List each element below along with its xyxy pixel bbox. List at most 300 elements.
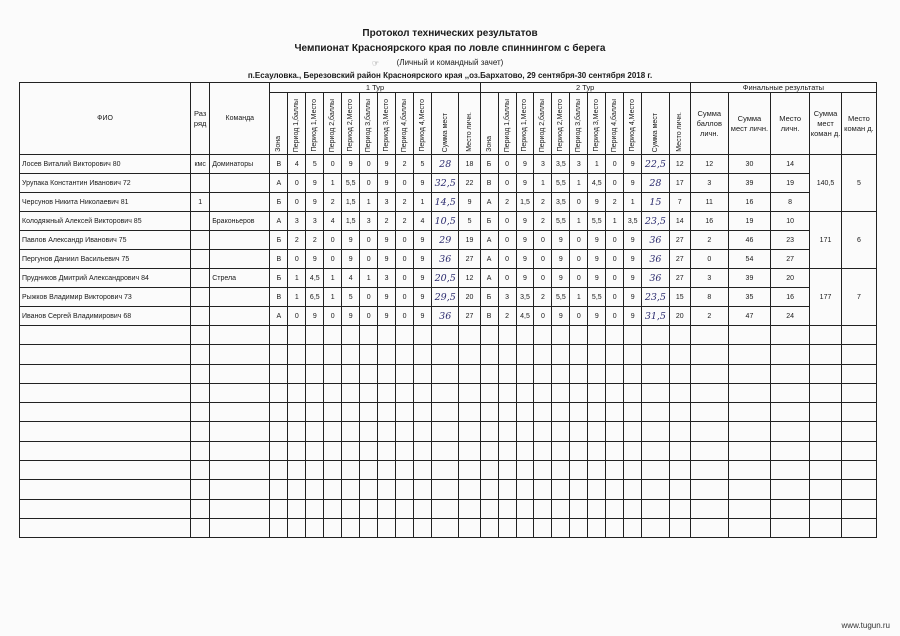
empty-cell [459,441,480,460]
empty-cell [810,383,842,402]
empty-cell [516,480,534,499]
empty-cell [480,441,498,460]
empty-cell [624,461,642,480]
round2-cell: 3,5 [516,288,534,307]
empty-row [20,364,877,383]
empty-cell [570,518,588,537]
empty-cell [841,461,876,480]
col-rank: Раз ряд [191,83,210,155]
final-col-header: Сумма мест коман д. [810,93,842,155]
empty-cell [342,441,360,460]
round2-cell: 27 [669,231,690,250]
round1-cell: 9 [414,250,432,269]
empty-cell [324,403,342,422]
empty-cell [552,480,570,499]
round1-cell: 0 [324,231,342,250]
empty-row [20,403,877,422]
round2-cell: 3 [570,155,588,174]
empty-cell [624,422,642,441]
round2-cell: 9 [588,193,606,212]
empty-cell [306,480,324,499]
round2-cell: 23,5 [642,288,669,307]
empty-cell [552,518,570,537]
round1-cell: 0 [360,174,378,193]
empty-cell [210,518,270,537]
final-col-header: Место коман д. [841,93,876,155]
round2-cell: 9 [624,155,642,174]
round1-cell: 9 [378,231,396,250]
empty-cell [588,518,606,537]
empty-cell [690,499,728,518]
round1-cell: 0 [360,155,378,174]
empty-cell [342,499,360,518]
empty-cell [771,441,810,460]
scoring-note: (Личный и командный зачет) [396,58,504,67]
round1-cell: 29 [431,231,458,250]
empty-cell [624,518,642,537]
empty-cell [270,383,288,402]
empty-cell [480,345,498,364]
round2-cell: 9 [552,307,570,326]
empty-cell [606,461,624,480]
empty-cell [606,499,624,518]
team-cell: Браконьеров [210,212,270,231]
empty-cell [378,383,396,402]
round1-col-header: Период 2,баллы [324,93,342,155]
empty-cell [669,461,690,480]
empty-cell [841,422,876,441]
round2-cell: 12 [669,155,690,174]
empty-cell [459,345,480,364]
round2-col-header: Период 4,баллы [606,93,624,155]
round1-col-header: Сумма мест [431,93,458,155]
round2-cell: 9 [516,231,534,250]
round2-cell: 15 [669,288,690,307]
round1-cell: 20,5 [431,269,458,288]
table-row [20,250,877,269]
round2-cell: А [480,193,498,212]
empty-cell [431,518,458,537]
empty-cell [642,480,669,499]
empty-cell [841,383,876,402]
empty-cell [642,441,669,460]
empty-cell [431,403,458,422]
round1-cell: 2 [396,155,414,174]
round2-cell: 9 [624,288,642,307]
empty-cell [570,345,588,364]
participant-name: Рыжков Владимир Викторович 73 [20,288,191,307]
empty-cell [669,499,690,518]
round1-cell: 0 [396,250,414,269]
round2-cell: 0 [534,307,552,326]
round2-cell: 9 [516,250,534,269]
round2-cell: 3 [498,288,516,307]
document-subtitle: Чемпионат Красноярского края по ловле спиннингом с берега [294,43,606,54]
round2-cell: 9 [624,269,642,288]
round2-cell: 2 [498,307,516,326]
empty-cell [624,326,642,345]
round2-cell: Б [480,288,498,307]
round2-cell: 9 [516,174,534,193]
round2-cell: 28 [642,174,669,193]
participant-name: Урупака Константин Иванович 72 [20,174,191,193]
round2-cell: 0 [534,269,552,288]
round2-cell: 14 [669,212,690,231]
round2-cell: 9 [624,307,642,326]
empty-cell [431,364,458,383]
empty-cell [360,518,378,537]
round1-cell: 1 [324,269,342,288]
final-cell: 2 [690,231,728,250]
team-sum-cell: 140,5 [810,155,842,212]
round2-cell: В [480,174,498,193]
results-table [19,82,877,538]
watermark: www.tugun.ru [841,621,890,630]
round2-cell: 2 [606,193,624,212]
round1-cell: 4,5 [306,269,324,288]
round2-col-header: Период 4,Место [624,93,642,155]
empty-cell [414,461,432,480]
round1-cell: 36 [431,250,458,269]
round2-cell: 1 [606,212,624,231]
empty-cell [498,345,516,364]
round2-cell: 0 [606,174,624,193]
empty-cell [324,518,342,537]
team-cell: Стрела [210,269,270,288]
rank-cell [191,231,210,250]
empty-cell [324,383,342,402]
round1-cell: 6,5 [306,288,324,307]
empty-cell [396,326,414,345]
empty-cell [606,518,624,537]
empty-cell [306,326,324,345]
round2-cell: 0 [606,155,624,174]
empty-cell [810,441,842,460]
round2-cell: 9 [516,155,534,174]
round2-cell: 5,5 [552,174,570,193]
empty-cell [841,499,876,518]
empty-cell [771,326,810,345]
round1-cell: В [270,250,288,269]
round1-cell: Б [270,269,288,288]
round2-col-header: Период 2,баллы [534,93,552,155]
round1-cell: 3 [378,269,396,288]
round2-cell: 1,5 [516,193,534,212]
round1-cell: 5,5 [342,174,360,193]
final-col-header: Сумма мест личн. [728,93,770,155]
empty-cell [459,518,480,537]
round2-cell: 0 [570,250,588,269]
participant-name: Пергунов Даниил Васильевич 75 [20,250,191,269]
round2-cell: 0 [606,250,624,269]
round1-cell: 20 [459,288,480,307]
empty-cell [498,441,516,460]
round1-cell: 27 [459,307,480,326]
empty-cell [516,461,534,480]
empty-cell [288,499,306,518]
empty-cell [771,345,810,364]
round2-cell: 36 [642,250,669,269]
empty-cell [841,345,876,364]
empty-cell [570,461,588,480]
final-cell: 46 [728,231,770,250]
round1-cell: 9 [459,193,480,212]
empty-cell [342,383,360,402]
round1-col-header: Зона [270,93,288,155]
empty-cell [642,403,669,422]
empty-cell [191,461,210,480]
table-row [20,231,877,250]
round1-cell: 9 [342,155,360,174]
round1-cell: 3 [288,212,306,231]
final-cell: 0 [690,250,728,269]
empty-cell [191,383,210,402]
final-cell: 20 [771,269,810,288]
empty-row [20,480,877,499]
empty-cell [728,480,770,499]
empty-cell [606,326,624,345]
round2-cell: 27 [669,269,690,288]
empty-cell [606,383,624,402]
team-sum-cell: 171 [810,212,842,269]
round1-cell: 1 [360,269,378,288]
round1-col-header: Период 1,баллы [288,93,306,155]
round1-cell: 3 [360,212,378,231]
participant-name: Колодяжный Алексей Викторович 85 [20,212,191,231]
round2-cell: 0 [534,250,552,269]
empty-cell [210,345,270,364]
empty-cell [20,441,191,460]
empty-cell [669,383,690,402]
round2-col-header: Место личн. [669,93,690,155]
document-title: Протокол технических результатов [362,28,538,39]
round1-cell: 1 [288,288,306,307]
participant-name: Черсунов Никита Николаевич 81 [20,193,191,212]
empty-cell [396,480,414,499]
table-row [20,174,877,193]
round1-cell: 32,5 [431,174,458,193]
empty-cell [588,499,606,518]
final-cell: 16 [728,193,770,212]
empty-cell [669,441,690,460]
empty-cell [642,326,669,345]
empty-cell [270,518,288,537]
empty-cell [841,403,876,422]
round1-cell: 5 [459,212,480,231]
empty-cell [191,326,210,345]
empty-cell [378,499,396,518]
empty-cell [20,461,191,480]
final-cell: 8 [690,288,728,307]
round2-cell: 0 [570,307,588,326]
empty-cell [191,403,210,422]
round1-cell: 9 [414,307,432,326]
empty-cell [360,461,378,480]
round1-col-header: Период 1,Место [306,93,324,155]
empty-cell [624,403,642,422]
round2-cell: 9 [624,231,642,250]
round1-col-header: Период 2,Место [342,93,360,155]
empty-cell [360,345,378,364]
round1-cell: В [270,155,288,174]
round2-cell: А [480,269,498,288]
empty-cell [690,480,728,499]
round1-cell: 1 [288,269,306,288]
empty-cell [516,518,534,537]
empty-cell [588,461,606,480]
round2-cell: 0 [606,231,624,250]
empty-cell [642,345,669,364]
empty-cell [342,364,360,383]
empty-cell [270,364,288,383]
empty-cell [552,499,570,518]
empty-cell [498,461,516,480]
round2-cell: 0 [498,231,516,250]
empty-cell [534,383,552,402]
empty-cell [191,499,210,518]
empty-cell [378,518,396,537]
empty-cell [378,480,396,499]
empty-cell [498,422,516,441]
round2-cell: 9 [624,250,642,269]
round2-col-header: Период 3,Место [588,93,606,155]
round1-cell: 5 [306,155,324,174]
empty-cell [771,383,810,402]
empty-cell [306,383,324,402]
round1-cell: 3 [306,212,324,231]
empty-cell [210,480,270,499]
empty-row [20,518,877,537]
empty-cell [588,480,606,499]
round1-cell: 36 [431,307,458,326]
empty-cell [606,441,624,460]
round1-cell: 2 [396,193,414,212]
rank-cell: 1 [191,193,210,212]
empty-cell [728,345,770,364]
team-cell [210,174,270,193]
empty-cell [414,364,432,383]
empty-cell [552,364,570,383]
empty-row [20,461,877,480]
round1-cell: 4 [324,212,342,231]
round2-cell: 4,5 [588,174,606,193]
empty-cell [324,441,342,460]
round2-col-header: Период 2,Место [552,93,570,155]
empty-cell [570,480,588,499]
round2-cell: 22,5 [642,155,669,174]
round1-cell: 5 [414,155,432,174]
team-place-cell: 5 [841,155,876,212]
empty-cell [342,403,360,422]
round2-cell: 9 [588,269,606,288]
round2-cell: В [480,307,498,326]
empty-cell [431,422,458,441]
round2-cell: 0 [498,250,516,269]
empty-cell [669,345,690,364]
round1-cell: 9 [378,250,396,269]
col-fio: ФИО [20,83,191,155]
empty-cell [841,441,876,460]
round1-cell: 0 [288,250,306,269]
empty-cell [342,345,360,364]
round2-cell: 0 [498,212,516,231]
empty-cell [378,461,396,480]
empty-cell [669,364,690,383]
empty-cell [534,480,552,499]
round2-cell: 3,5 [552,193,570,212]
empty-cell [270,422,288,441]
round1-cell: 14,5 [431,193,458,212]
round2-cell: 1 [570,288,588,307]
empty-cell [342,326,360,345]
empty-cell [810,364,842,383]
empty-cell [570,441,588,460]
empty-cell [414,383,432,402]
empty-cell [728,441,770,460]
empty-cell [552,422,570,441]
empty-cell [588,422,606,441]
empty-cell [624,441,642,460]
empty-cell [642,364,669,383]
round1-cell: 19 [459,231,480,250]
empty-cell [534,326,552,345]
empty-cell [288,480,306,499]
empty-cell [606,480,624,499]
final-cell: 23 [771,231,810,250]
empty-cell [20,499,191,518]
round2-cell: 3 [534,155,552,174]
empty-cell [588,441,606,460]
empty-cell [270,461,288,480]
empty-cell [669,422,690,441]
round2-cell: 0 [498,174,516,193]
empty-cell [306,499,324,518]
empty-cell [606,403,624,422]
round1-cell: 9 [306,174,324,193]
round2-cell: А [480,250,498,269]
empty-cell [191,480,210,499]
empty-cell [324,364,342,383]
round2-cell: 2 [498,193,516,212]
empty-row [20,499,877,518]
empty-cell [534,403,552,422]
empty-cell [728,383,770,402]
round1-cell: 0 [396,231,414,250]
final-cell: 14 [771,155,810,174]
round2-cell: 0 [606,269,624,288]
round1-cell: 4 [342,269,360,288]
empty-cell [191,345,210,364]
empty-cell [480,364,498,383]
empty-cell [324,480,342,499]
round2-cell: 23,5 [642,212,669,231]
round2-cell: 36 [642,269,669,288]
round1-cell: 9 [414,231,432,250]
empty-cell [552,441,570,460]
final-cell: 30 [728,155,770,174]
team-sum-cell: 177 [810,269,842,326]
empty-cell [498,326,516,345]
final-cell: 39 [728,174,770,193]
table-row [20,307,877,326]
round2-cell: 9 [588,307,606,326]
rank-cell [191,288,210,307]
round1-cell: 4 [288,155,306,174]
empty-cell [480,383,498,402]
empty-cell [498,364,516,383]
empty-cell [396,383,414,402]
empty-cell [728,518,770,537]
